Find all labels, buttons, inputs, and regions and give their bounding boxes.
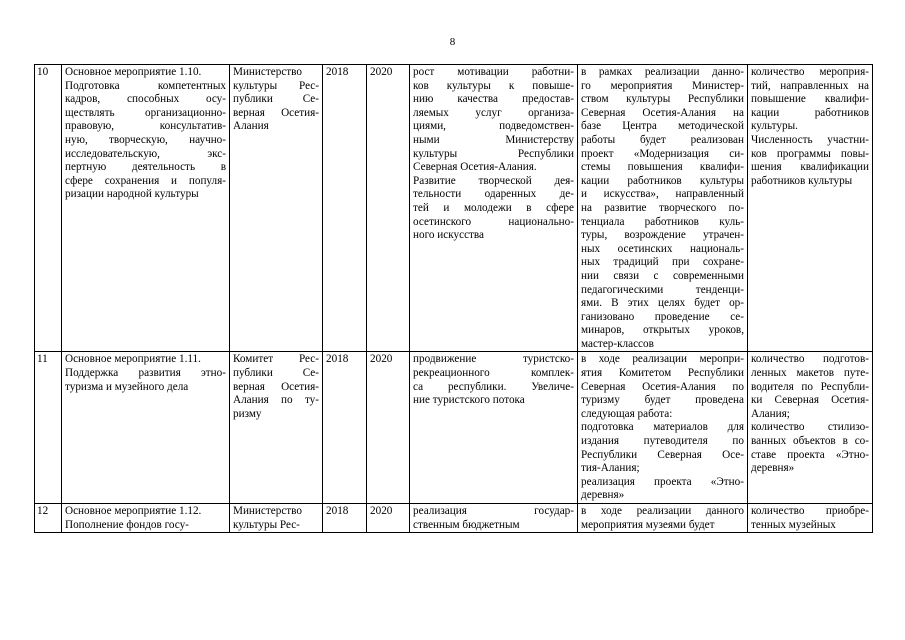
- cell-text-line: ленных макетов путе-: [751, 367, 869, 380]
- cell-text-line: рекреационного комплек-: [413, 367, 574, 380]
- cell-text-line: циями, подведомствен-: [413, 120, 574, 133]
- table-row: [35, 65, 873, 352]
- cell-text-line: количество подготов-: [751, 353, 869, 366]
- measures-cell: [578, 504, 748, 533]
- table-body: [35, 65, 873, 533]
- cell-text-line: количество мероприя-: [751, 66, 869, 78]
- row-number-cell: 11: [35, 352, 62, 504]
- executor-cell: [230, 352, 323, 504]
- cell-text-line: в ходе реализации меропри-: [581, 353, 744, 366]
- cell-text-line: туризму будет проведена: [581, 394, 744, 407]
- cell-text-line: Основное мероприятие 1.12.: [65, 505, 202, 517]
- cell-text-line: ризации народной культуры: [65, 188, 199, 201]
- cell-text-line: Северная Осетия-Алания по: [581, 380, 744, 393]
- executor-cell: [230, 65, 323, 352]
- cell-text-line: тенных музейных: [751, 518, 836, 531]
- cell-text-line: культуры Республики: [413, 147, 574, 160]
- cell-text-line: реализация проекта «Этно-: [581, 475, 744, 488]
- cell-text-line: Северная Осетия-Алания.: [413, 161, 537, 174]
- cell-text-line: количество стилизо-: [751, 421, 869, 434]
- cell-text-line: туризма и музейного дела: [65, 380, 189, 393]
- cell-text-line: верная Осетия-: [233, 380, 319, 393]
- cell-text-line: культуры.: [751, 120, 798, 133]
- cell-text-line: подготовка материалов для: [581, 421, 744, 434]
- activity-cell: [62, 352, 230, 504]
- cell-text-line: публики Се-: [233, 367, 319, 380]
- cell-text-line: кации работников: [751, 106, 869, 119]
- cell-text-line: ванных объектов в со-: [751, 435, 869, 448]
- cell-text-line: нию качества предостав-: [413, 93, 574, 106]
- cell-text-line: са республики. Увеличе-: [413, 380, 574, 393]
- cell-text-line: верная Осетия-: [233, 106, 319, 119]
- cell-text-line: нии связи с современными: [581, 269, 744, 282]
- cell-text-line: Алания: [233, 120, 269, 133]
- cell-text-line: базе Центра методической: [581, 120, 744, 133]
- cell-text-line: в рамках реализации данно-: [581, 66, 744, 78]
- cell-text-line: осетинского национально-: [413, 215, 574, 228]
- cell-text-line: сфере сохранения и популя-: [65, 174, 226, 187]
- cell-text-line: культуры Рес-: [233, 518, 300, 531]
- end-year-cell: 2020: [367, 504, 410, 533]
- cell-text-line: продвижение туристско-: [413, 353, 574, 366]
- cell-text-line: тий, направленных на: [751, 79, 869, 92]
- cell-text-line: ризму: [233, 407, 262, 420]
- cell-text-line: Алания;: [751, 407, 790, 420]
- cell-text-line: мастер-классов: [581, 337, 654, 350]
- cell-text-line: Поддержка развития этно-: [65, 367, 226, 380]
- cell-text-line: кации работников культуры: [581, 174, 744, 187]
- cell-text-line: ляемых услуг организа-: [413, 106, 574, 119]
- cell-text-line: Основное мероприятие 1.11.: [65, 353, 201, 366]
- cell-text-line: деревня»: [581, 489, 625, 502]
- cell-text-line: в ходе реализации данного: [581, 505, 744, 517]
- cell-text-line: Северная Осетия-Алания на: [581, 106, 744, 119]
- cell-text-line: реализация государ-: [413, 505, 574, 517]
- cell-text-line: на развитие творческого по-: [581, 201, 744, 214]
- result-cell: [410, 65, 578, 352]
- cell-text-line: ставе проекта «Этно-: [751, 448, 869, 461]
- cell-text-line: ных осетинских националь-: [581, 242, 744, 255]
- cell-text-line: водителя по Республи-: [751, 380, 869, 393]
- cell-text-line: следующая работа:: [581, 407, 673, 420]
- cell-text-line: Республики Северная Осе-: [581, 448, 744, 461]
- cell-text-line: правовую, консультатив-: [65, 120, 226, 133]
- cell-text-line: ятия Комитетом Республики: [581, 367, 744, 380]
- executor-cell: [230, 504, 323, 533]
- cell-text-line: пертную деятельность в: [65, 161, 226, 174]
- cell-text-line: Министерство: [233, 66, 302, 78]
- row-number-cell: 12: [35, 504, 62, 533]
- activity-cell: [62, 504, 230, 533]
- cell-text-line: Развитие творческой дея-: [413, 174, 574, 187]
- end-year-cell: 2020: [367, 65, 410, 352]
- cell-text-line: тия-Алания;: [581, 462, 640, 475]
- cell-text-line: ки Северная Осетия-: [751, 394, 869, 407]
- cell-text-line: количество приобре-: [751, 505, 869, 517]
- cell-text-line: туры, возрождение утрачен-: [581, 229, 744, 242]
- cell-text-line: проект «Модернизация си-: [581, 147, 744, 160]
- start-year-cell: 2018: [323, 504, 367, 533]
- cell-text-line: ную, творческую, научно-: [65, 133, 226, 146]
- indicators-cell: [748, 65, 873, 352]
- cell-text-line: минаров, открытых уроков,: [581, 324, 744, 337]
- cell-text-line: ями. В этих целях будет ор-: [581, 297, 744, 310]
- table-row: [35, 504, 873, 533]
- cell-text-line: рост мотивации работни-: [413, 66, 574, 78]
- cell-text-line: ственным бюджетным: [413, 518, 520, 531]
- indicators-cell: [748, 352, 873, 504]
- cell-text-line: Основное мероприятие 1.10.: [65, 66, 202, 78]
- cell-text-line: ганизовано проведение се-: [581, 310, 744, 323]
- cell-text-line: мероприятия музеями будет: [581, 518, 715, 531]
- cell-text-line: Подготовка компетентных: [65, 79, 226, 92]
- cell-text-line: кадров, способных осу-: [65, 93, 226, 106]
- cell-text-line: тельности одаренных де-: [413, 188, 574, 201]
- cell-text-line: ными Министерству: [413, 133, 574, 146]
- result-cell: [410, 352, 578, 504]
- cell-text-line: стемы повышения квалифи-: [581, 161, 744, 174]
- cell-text-line: тей и молодежи в сфере: [413, 201, 574, 214]
- cell-text-line: ных традиций при сохране-: [581, 256, 744, 269]
- cell-text-line: Алания по ту-: [233, 394, 319, 407]
- cell-text-line: ние туристского потока: [413, 394, 525, 407]
- cell-text-line: Министерство: [233, 505, 302, 517]
- activity-cell: [62, 65, 230, 352]
- measures-cell: [578, 352, 748, 504]
- table-row: [35, 352, 873, 504]
- measures-cell: [578, 65, 748, 352]
- indicators-cell: [748, 504, 873, 533]
- end-year-cell: 2020: [367, 352, 410, 504]
- cell-text-line: ществлять организационно-: [65, 106, 226, 119]
- cell-text-line: публики Се-: [233, 93, 319, 106]
- start-year-cell: 2018: [323, 352, 367, 504]
- cell-text-line: Комитет Рес-: [233, 353, 319, 366]
- cell-text-line: культуры Рес-: [233, 79, 319, 92]
- cell-text-line: тенциала работников куль-: [581, 215, 744, 228]
- cell-text-line: ного искусства: [413, 229, 485, 242]
- cell-text-line: го мероприятия Министер-: [581, 79, 744, 92]
- cell-text-line: Пополнение фондов госу-: [65, 518, 189, 531]
- start-year-cell: 2018: [323, 65, 367, 352]
- page-number: 8: [449, 36, 456, 48]
- row-number-cell: 10: [35, 65, 62, 352]
- result-cell: [410, 504, 578, 533]
- cell-text-line: ством культуры Республики: [581, 93, 744, 106]
- cell-text-line: работы будет реализован: [581, 133, 744, 146]
- cell-text-line: ков программы повы-: [751, 147, 869, 160]
- cell-text-line: и искусства», направленный: [581, 188, 744, 201]
- cell-text-line: ков культуры к повыше-: [413, 79, 574, 92]
- cell-text-line: педагогическими тенденци-: [581, 283, 744, 296]
- cell-text-line: Численность участни-: [751, 133, 869, 146]
- cell-text-line: работников культуры: [751, 174, 853, 187]
- cell-text-line: исследовательскую, экс-: [65, 147, 226, 160]
- cell-text-line: шения квалификации: [751, 161, 869, 174]
- cell-text-line: издания путеводителя по: [581, 435, 744, 448]
- cell-text-line: деревня»: [751, 462, 795, 475]
- cell-text-line: повышение квалифи-: [751, 93, 869, 106]
- program-activities-table: [34, 64, 873, 533]
